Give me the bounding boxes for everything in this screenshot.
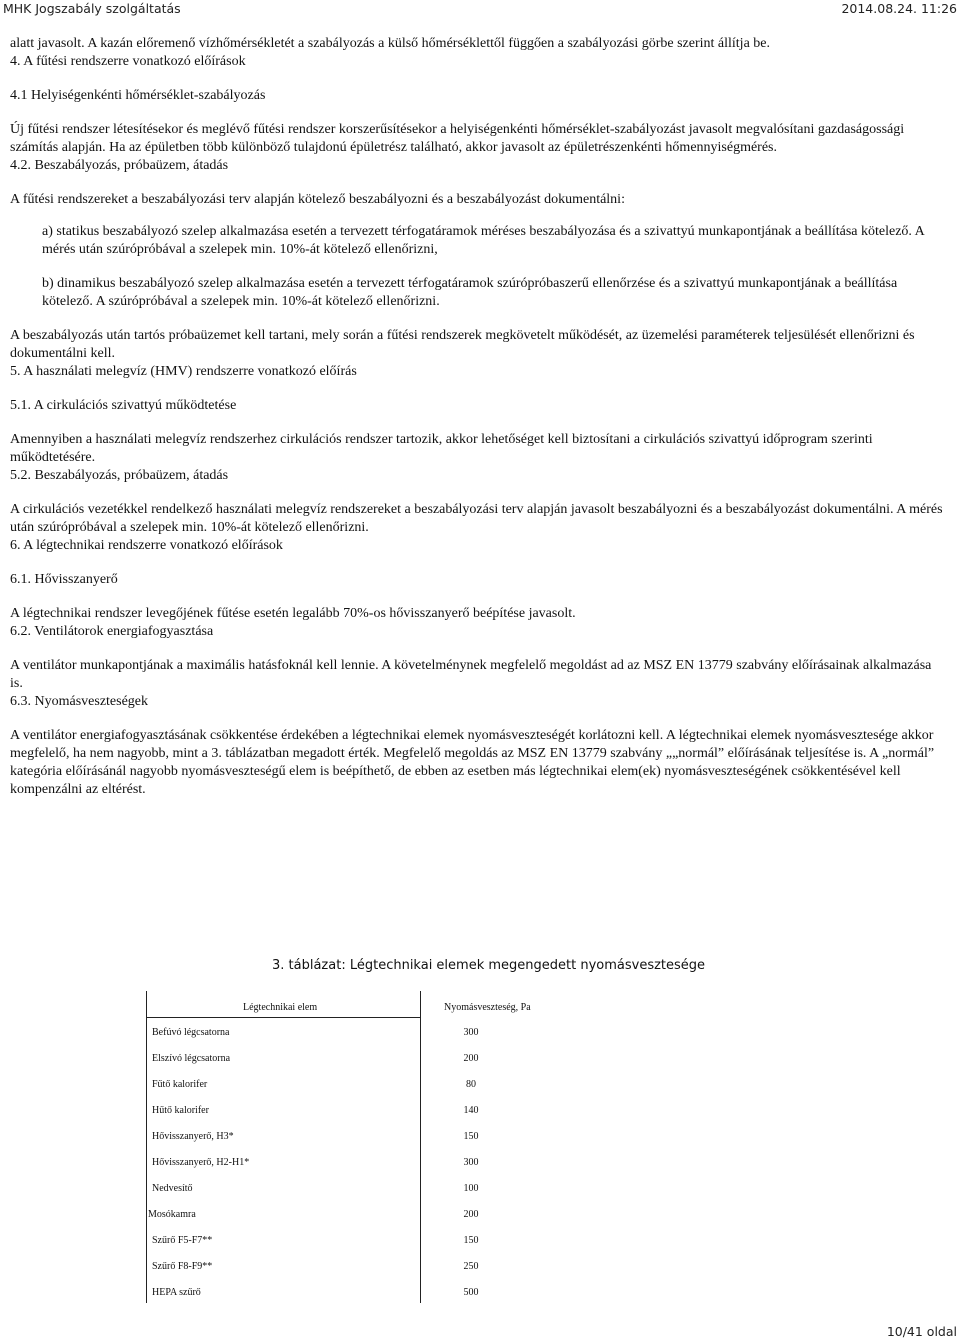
table-row <box>146 1261 544 1275</box>
table-cell-value: 200 <box>463 1209 479 1220</box>
header-site-title: MHK Jogszabály szolgáltatás <box>3 1 181 16</box>
table-cell-element: Szűrő F8-F9** <box>152 1261 213 1272</box>
table-row <box>146 1079 544 1093</box>
section-heading: 6.2. Ventilátorok energiafogyasztása <box>10 624 214 639</box>
table-cell-element: Hűtő kalorifer <box>152 1105 209 1116</box>
table-header-element: Légtechnikai elem <box>243 1002 318 1013</box>
header-timestamp: 2014.08.24. 11:26 <box>841 1 957 16</box>
paragraph: A légtechnikai rendszer levegőjének fűtése esetén legalább 70%-os hővisszanyerő beépítése javasolt. <box>10 606 576 621</box>
document-body <box>10 35 945 799</box>
table-cell-element: Befúvó légcsatorna <box>152 1027 230 1038</box>
table-cell-value: 500 <box>463 1287 479 1298</box>
print-header <box>0 0 960 20</box>
list-item: a) statikus beszabályozó szelep alkalmazása esetén a tervezett térfogatáramok méréses beszabályozása és a szivattyú munkapontjának a beállítása kötelező. A mérés után szúrópróbával a szelepek min. 10%-át kötelező ellenőrizni, <box>42 224 924 257</box>
table-cell-value: 250 <box>463 1261 479 1272</box>
table-cell-element: Hővisszanyerő, H3* <box>152 1131 234 1142</box>
paragraph: Amennyiben a használati melegvíz rendszerhez cirkulációs rendszer tartozik, akkor lehetőséget kell biztosítani a cirkulációs szivattyú időprogram szerinti működtetésére. <box>10 432 873 465</box>
table-row <box>146 1105 544 1119</box>
table-cell-element: Hővisszanyerő, H2-H1* <box>152 1157 250 1168</box>
pressure-loss-table <box>146 991 544 1303</box>
section-heading: 5. A használati melegvíz (HMV) rendszerre vonatkozó előírás <box>10 364 357 379</box>
table-row <box>146 1157 544 1171</box>
table-row <box>146 1183 544 1197</box>
table-header-rule <box>146 1017 420 1018</box>
table-caption: 3. táblázat: Légtechnikai elemek megengedett nyomásvesztesége <box>272 958 706 973</box>
table-cell-element: Mosókamra <box>148 1209 196 1220</box>
table-cell-element: Nedvesítő <box>152 1183 193 1194</box>
table-cell-value: 300 <box>463 1157 479 1168</box>
table-row <box>146 1235 544 1249</box>
section-heading: 6.1. Hővisszanyerő <box>10 572 118 587</box>
table-cell-value: 100 <box>463 1183 479 1194</box>
paragraph: A ventilátor munkapontjának a maximális hatásfoknál kell lennie. A követelménynek megfelelő megoldást ad az MSZ EN 13779 szabvány előírásainak alkalmazása is. <box>10 658 932 691</box>
table-row <box>146 1053 544 1067</box>
table-cell-element: Fűtő kalorifer <box>152 1079 208 1090</box>
table-row <box>146 1287 544 1301</box>
table-cell-element: Szűrő F5-F7** <box>152 1235 213 1246</box>
paragraph: Új fűtési rendszer létesítésekor és meglévő fűtési rendszer korszerűsítésekor a helyiségenkénti hőmérséklet-szabályozást javasolt megvalósítani gazdaságossági számítás alapján. Ha az épületben több különböző tulajdonú épületrész található, akkor javasolt az épületrészenkénti hőmennyiségmérés. <box>10 122 905 155</box>
table-cell-value: 140 <box>463 1105 479 1116</box>
section-heading: 4.2. Beszabályozás, próbaüzem, átadás <box>10 158 229 173</box>
table-cell-element: Elszívó légcsatorna <box>152 1053 231 1064</box>
table-cell-value: 80 <box>466 1079 476 1090</box>
table-cell-value: 300 <box>463 1027 479 1038</box>
page-number: 10/41 oldal <box>886 1324 957 1339</box>
list-item: b) dinamikus beszabályozó szelep alkalmazása esetén a tervezett térfogatáramok szúrópróbaszerű ellenőrzése és a szivattyú munkapontjának a beállítása kötelező. A szúrópróbával a szelepek min. 10%-át kötelező ellenőrizni. <box>42 276 898 309</box>
table-cell-value: 200 <box>463 1053 479 1064</box>
table-header-pressure-loss: Nyomásveszteség, Pa <box>444 1002 531 1013</box>
paragraph: A beszabályozás után tartós próbaüzemet kell tartani, mely során a fűtési rendszerek megkövetelt működését, az üzemelési paraméterek teljesülését ellenőrizni és dokumentálni kell. <box>10 328 915 361</box>
table-cell-value: 150 <box>463 1131 479 1142</box>
section-heading: 6.3. Nyomásveszteségek <box>10 694 149 709</box>
paragraph: A fűtési rendszereket a beszabályozási terv alapján kötelező beszabályozni és a beszabályozást dokumentálni: <box>10 192 625 207</box>
paragraph: alatt javasolt. A kazán előremenő vízhőmérsékletét a szabályozás a külső hőmérséklettől függően a szabályozási görbe szerint állítja be. <box>10 36 770 51</box>
paragraph: A ventilátor energiafogyasztásának csökkentése érdekében a légtechnikai elemek nyomásveszteségét korlátozni kell. A légtechnikai elemek nyomásvesztesége akkor megfelelő, ha nem nagyobb, mint a 3. táblázatban megadott érték. Megfelelő megoldás az MSZ EN 13779 szabvány „„normál” előírásának teljesítése is. A „normál” kategória előírásánál nagyobb nyomásveszteségű elem is beépíthető, de ebben az esetben más légtechnikai elem(ek) nyomásveszteségének csökkentésével kell kompenzálni az eltérést. <box>10 728 935 797</box>
table-row <box>146 1131 544 1145</box>
section-heading: 5.2. Beszabályozás, próbaüzem, átadás <box>10 468 229 483</box>
section-heading: 5.1. A cirkulációs szivattyú működtetése <box>10 398 237 413</box>
paragraph: A cirkulációs vezetékkel rendelkező használati melegvíz rendszereket a beszabályozási terv alapján javasolt beszabályozni és a beszabályozást dokumentálni. A mérés után szúrópróbával a szelepek min. 10%-át kötelező ellenőrizni. <box>10 502 943 535</box>
section-heading: 4. A fűtési rendszerre vonatkozó előírások <box>10 54 246 69</box>
table-cell-value: 150 <box>463 1235 479 1246</box>
section-heading: 6. A légtechnikai rendszerre vonatkozó előírások <box>10 538 283 553</box>
table-cell-element: HEPA szűrő <box>152 1287 201 1298</box>
table-row <box>146 1209 544 1223</box>
section-heading: 4.1 Helyiségenkénti hőmérséklet-szabályozás <box>10 88 266 103</box>
table-row <box>146 1027 544 1041</box>
